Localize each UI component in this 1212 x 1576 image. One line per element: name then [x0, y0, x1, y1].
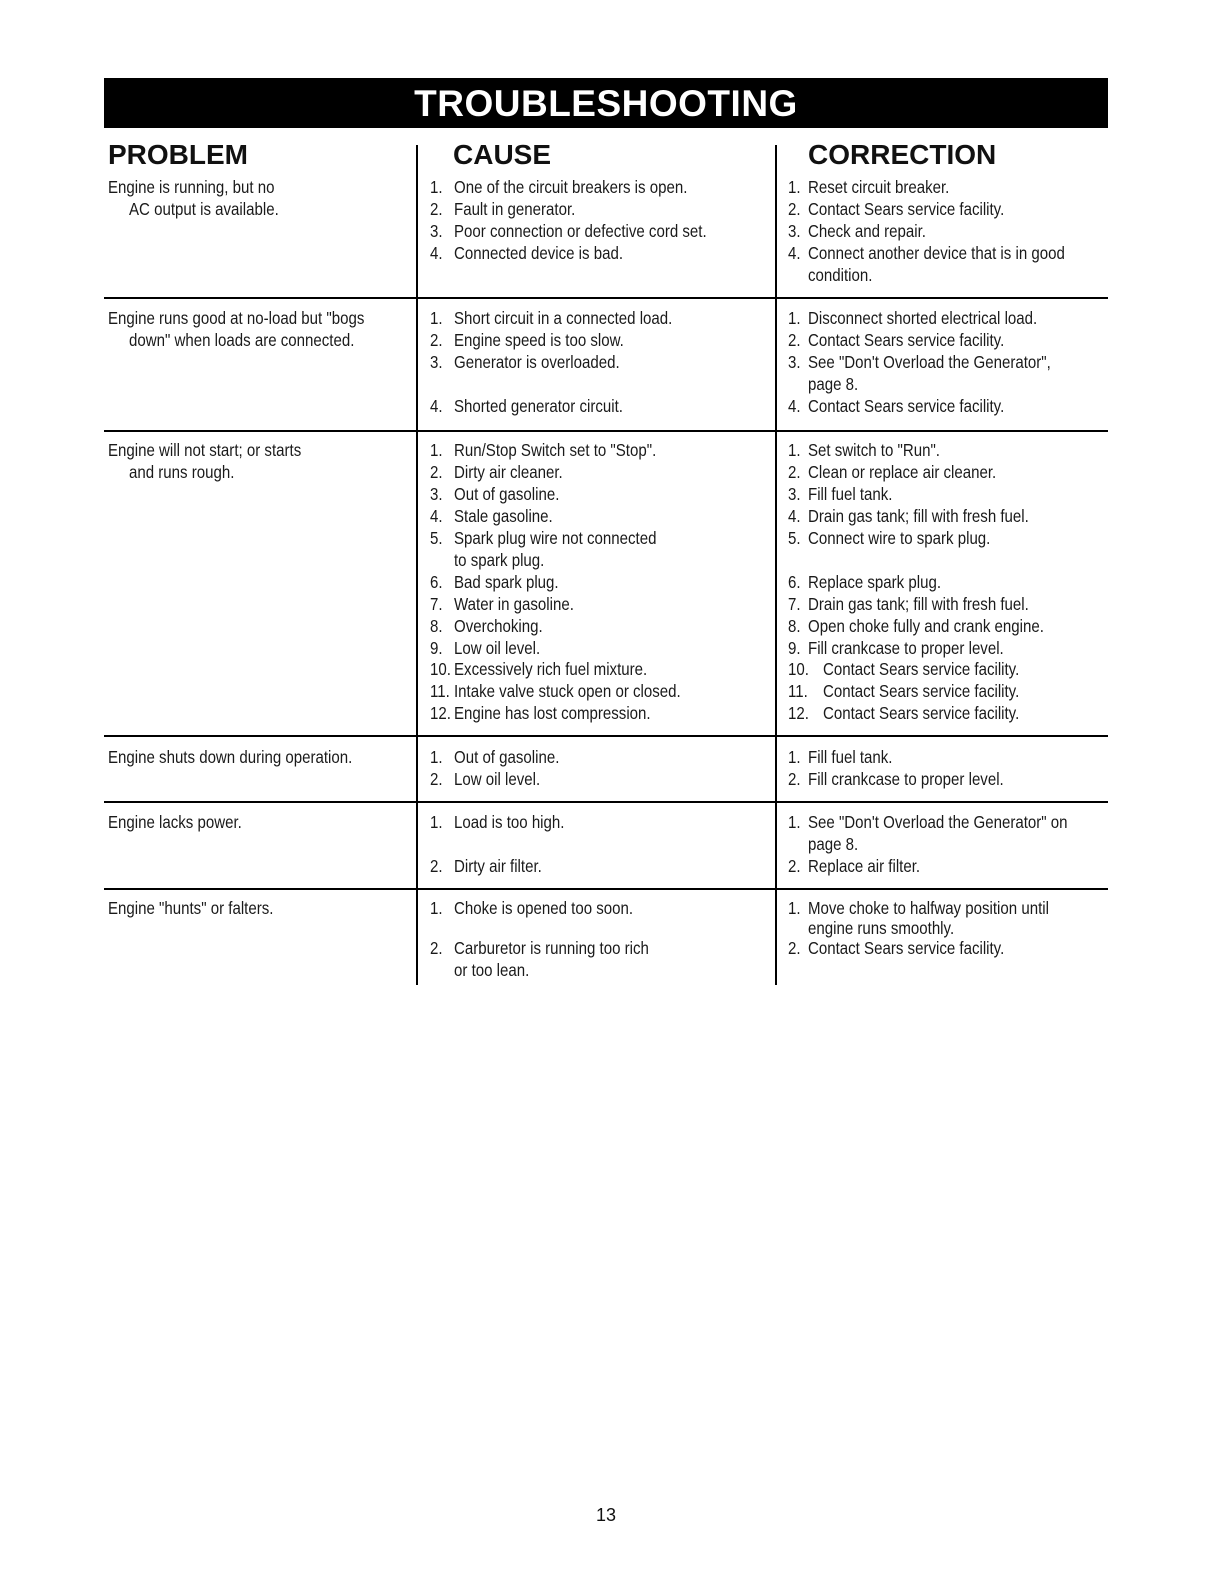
- cause-number: 1.: [430, 177, 443, 197]
- correction-number: 2.: [788, 856, 801, 876]
- cause-number: 4.: [430, 506, 443, 526]
- correction-text: See "Don't Overload the Generator",: [808, 352, 1051, 372]
- correction-number: 4.: [788, 506, 801, 526]
- problem-text: down" when loads are connected.: [129, 330, 355, 350]
- row-divider: [104, 297, 1108, 299]
- correction-number: 11.: [788, 681, 808, 701]
- cause-number: 6.: [430, 572, 443, 592]
- correction-number: 1.: [788, 898, 801, 918]
- problem-text: Engine "hunts" or falters.: [108, 898, 274, 918]
- correction-text: Disconnect shorted electrical load.: [808, 308, 1038, 328]
- cause-number: 7.: [430, 594, 443, 614]
- correction-text: Fill crankcase to proper level.: [808, 638, 1004, 658]
- cause-number: 8.: [430, 616, 443, 636]
- problem-text: Engine runs good at no-load but "bogs: [108, 308, 365, 328]
- correction-text: Contact Sears service facility.: [808, 330, 1005, 350]
- correction-text: Contact Sears service facility.: [823, 681, 1020, 701]
- correction-text: Move choke to halfway position until: [808, 898, 1049, 918]
- cause-number: 2.: [430, 856, 443, 876]
- correction-number: 6.: [788, 572, 801, 592]
- page-number: 13: [595, 1505, 617, 1525]
- correction-number: 12.: [788, 703, 809, 723]
- cause-header: CAUSE: [453, 139, 552, 170]
- correction-number: 2.: [788, 199, 801, 219]
- cause-number: 3.: [430, 221, 443, 241]
- cause-text: Dirty air cleaner.: [454, 462, 563, 482]
- correction-text: page 8.: [808, 374, 859, 394]
- correction-text: Open choke fully and crank engine.: [808, 616, 1044, 636]
- correction-text: Fill fuel tank.: [808, 747, 893, 767]
- problem-text: Engine will not start; or starts: [108, 440, 302, 460]
- correction-text: Reset circuit breaker.: [808, 177, 950, 197]
- correction-number: 1.: [788, 812, 801, 832]
- cause-text: Overchoking.: [454, 616, 543, 636]
- correction-text: Replace spark plug.: [808, 572, 942, 592]
- correction-number: 3.: [788, 221, 801, 241]
- correction-text: Contact Sears service facility.: [808, 199, 1005, 219]
- correction-number: 1.: [788, 440, 801, 460]
- row-divider: [104, 888, 1108, 890]
- correction-text: Connect another device that is in good: [808, 243, 1065, 263]
- correction-text: Drain gas tank; fill with fresh fuel.: [808, 506, 1029, 526]
- correction-text: Check and repair.: [808, 221, 926, 241]
- cause-text: Shorted generator circuit.: [454, 396, 623, 416]
- cause-number: 2.: [430, 938, 443, 958]
- cause-text: Engine speed is too slow.: [454, 330, 624, 350]
- correction-text: Clean or replace air cleaner.: [808, 462, 997, 482]
- cause-text: Fault in generator.: [454, 199, 576, 219]
- correction-number: 9.: [788, 638, 801, 658]
- cause-text: Run/Stop Switch set to "Stop".: [454, 440, 657, 460]
- cause-number: 1.: [430, 440, 443, 460]
- column-divider-right: [775, 145, 777, 985]
- cause-number: 2.: [430, 330, 443, 350]
- correction-text: Fill fuel tank.: [808, 484, 893, 504]
- cause-text: Load is too high.: [454, 812, 565, 832]
- row-divider: [104, 801, 1108, 803]
- correction-number: 2.: [788, 938, 801, 958]
- cause-number: 2.: [430, 199, 443, 219]
- correction-number: 2.: [788, 330, 801, 350]
- problem-header: PROBLEM: [108, 139, 248, 170]
- correction-text: Contact Sears service facility.: [808, 396, 1005, 416]
- correction-text: See "Don't Overload the Generator" on: [808, 812, 1068, 832]
- correction-text: page 8.: [808, 834, 859, 854]
- correction-text: Connect wire to spark plug.: [808, 528, 991, 548]
- cause-text: Low oil level.: [454, 638, 541, 658]
- cause-text: Bad spark plug.: [454, 572, 559, 592]
- cause-text: Carburetor is running too rich: [454, 938, 649, 958]
- correction-number: 10.: [788, 659, 809, 679]
- row-divider: [104, 735, 1108, 737]
- correction-text: condition.: [808, 265, 873, 285]
- cause-number: 1.: [430, 747, 443, 767]
- correction-number: 5.: [788, 528, 801, 548]
- cause-number: 1.: [430, 898, 443, 918]
- correction-number: 1.: [788, 747, 801, 767]
- correction-number: 8.: [788, 616, 801, 636]
- problem-text: Engine shuts down during operation.: [108, 747, 353, 767]
- correction-number: 4.: [788, 243, 801, 263]
- cause-text: Connected device is bad.: [454, 243, 624, 263]
- correction-number: 4.: [788, 396, 801, 416]
- correction-text: engine runs smoothly.: [808, 918, 955, 938]
- cause-text: or too lean.: [454, 960, 530, 980]
- correction-number: 1.: [788, 177, 801, 197]
- correction-header: CORRECTION: [808, 139, 997, 170]
- cause-text: Intake valve stuck open or closed.: [454, 681, 681, 701]
- cause-text: Short circuit in a connected load.: [454, 308, 673, 328]
- cause-number: 4.: [430, 243, 443, 263]
- cause-number: 4.: [430, 396, 443, 416]
- cause-text: Choke is opened too soon.: [454, 898, 634, 918]
- cause-text: Spark plug wire not connected: [454, 528, 657, 548]
- cause-text: Generator is overloaded.: [454, 352, 620, 372]
- correction-number: 2.: [788, 769, 801, 789]
- correction-text: Contact Sears service facility.: [823, 703, 1020, 723]
- problem-text: Engine is running, but no: [108, 177, 275, 197]
- cause-number: 1.: [430, 812, 443, 832]
- correction-text: Set switch to "Run".: [808, 440, 940, 460]
- cause-text: Low oil level.: [454, 769, 541, 789]
- cause-text: Out of gasoline.: [454, 747, 560, 767]
- cause-number: 2.: [430, 769, 443, 789]
- cause-text: to spark plug.: [454, 550, 545, 570]
- correction-text: Replace air filter.: [808, 856, 921, 876]
- cause-text: Stale gasoline.: [454, 506, 553, 526]
- cause-number: 10.: [430, 659, 451, 679]
- cause-number: 2.: [430, 462, 443, 482]
- cause-text: Dirty air filter.: [454, 856, 542, 876]
- correction-number: 2.: [788, 462, 801, 482]
- cause-text: Poor connection or defective cord set.: [454, 221, 707, 241]
- correction-text: Drain gas tank; fill with fresh fuel.: [808, 594, 1029, 614]
- correction-number: 3.: [788, 352, 801, 372]
- correction-number: 1.: [788, 308, 801, 328]
- correction-number: 7.: [788, 594, 801, 614]
- correction-text: Contact Sears service facility.: [823, 659, 1020, 679]
- cause-number: 9.: [430, 638, 443, 658]
- cause-number: 3.: [430, 484, 443, 504]
- problem-text: AC output is available.: [129, 199, 279, 219]
- correction-text: Fill crankcase to proper level.: [808, 769, 1004, 789]
- cause-number: 5.: [430, 528, 443, 548]
- cause-number: 1.: [430, 308, 443, 328]
- cause-text: Engine has lost compression.: [454, 703, 651, 723]
- cause-number: 11.: [430, 681, 450, 701]
- row-divider: [104, 430, 1108, 432]
- page-title: TROUBLESHOOTING: [104, 78, 1108, 128]
- cause-number: 12.: [430, 703, 451, 723]
- correction-number: 3.: [788, 484, 801, 504]
- cause-text: Excessively rich fuel mixture.: [454, 659, 648, 679]
- cause-text: One of the circuit breakers is open.: [454, 177, 688, 197]
- correction-text: Contact Sears service facility.: [808, 938, 1005, 958]
- cause-text: Water in gasoline.: [454, 594, 574, 614]
- problem-text: and runs rough.: [129, 462, 235, 482]
- column-divider-left: [416, 145, 418, 985]
- problem-text: Engine lacks power.: [108, 812, 242, 832]
- cause-text: Out of gasoline.: [454, 484, 560, 504]
- cause-number: 3.: [430, 352, 443, 372]
